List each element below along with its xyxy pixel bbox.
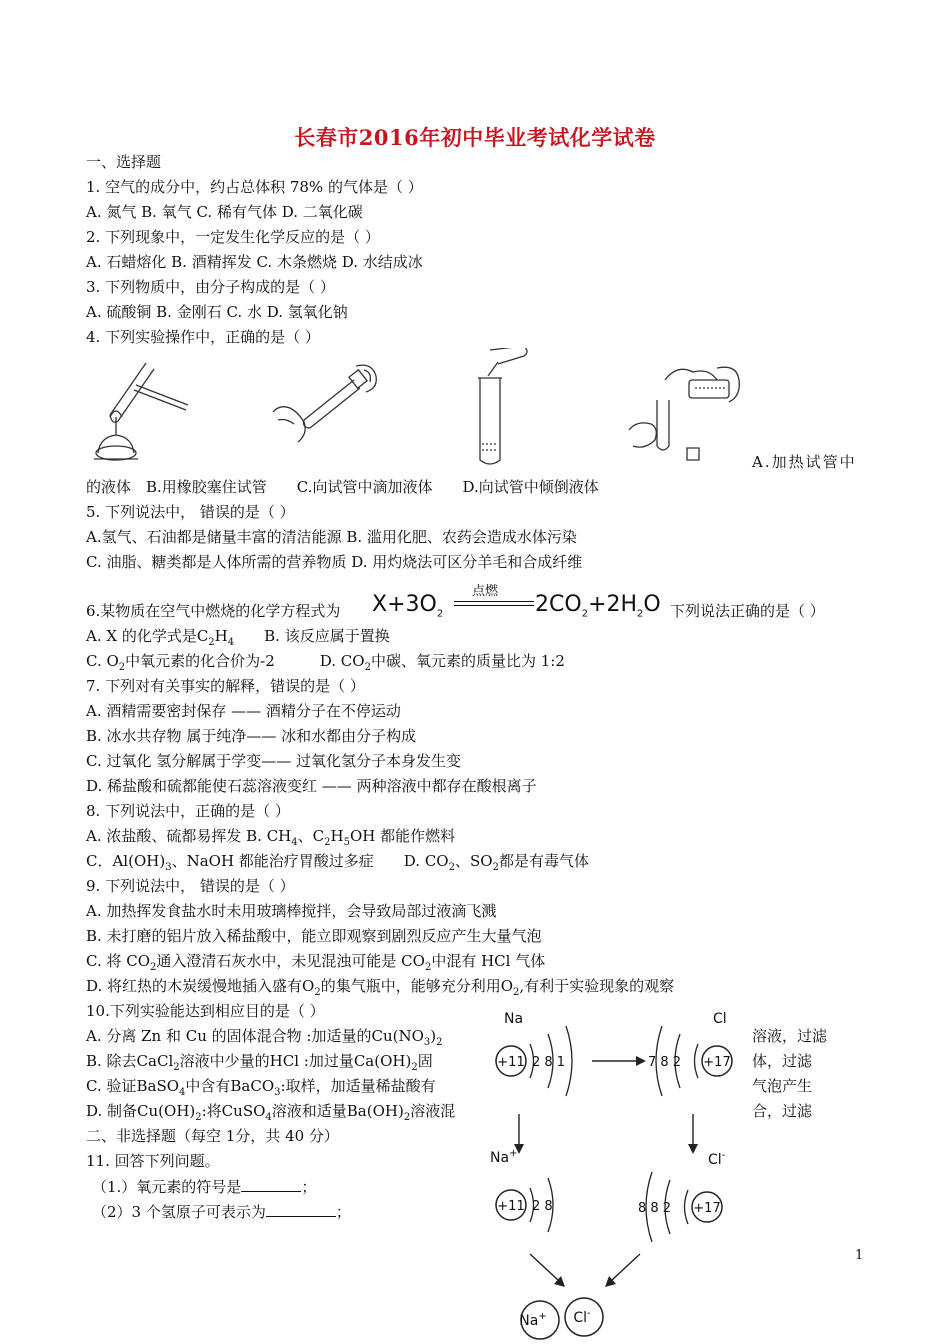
question-2: 2. 下列现象中，一定发生化学反应的是（ ） (86, 228, 380, 246)
cl-ion-shell-electrons: 8 8 2 (638, 1201, 672, 1216)
question-11-part-2: （2）3 个氢原子可表示为 ； (92, 1203, 351, 1221)
na-ion-shell-electrons: 2 8 (532, 1199, 553, 1214)
question-11-part-1: （1.）氧元素的符号是 ； (92, 1178, 317, 1196)
question-7: 7. 下列对有关事实的解释，错误的是（ ） (86, 677, 365, 695)
question-4-options: 的液体 B.用橡胶塞住试管 C.向试管中滴加液体 D.向试管中倾倒液体 (86, 478, 599, 496)
cl-shell-electrons: 7 8 2 (648, 1055, 682, 1070)
question-6-lead: 6.某物质在空气中燃烧的化学方程式为 (86, 602, 341, 620)
na-ion-label: Na+ (490, 1148, 518, 1166)
cl-core-label: +17 (703, 1055, 731, 1070)
heating-test-tube-figure (88, 355, 198, 470)
question-10-option-c-tail: 气泡产生 (752, 1077, 813, 1095)
question-1: 1. 空气的成分中，约占总体积 78% 的气体是（ ） (86, 178, 423, 196)
question-8-options-ab: A. 浓盐酸、硫都易挥发 B. $CH_4$、$C_2H_5OH$ 都能作燃料 (86, 827, 456, 848)
question-3-options: A. 硫酸铜 B. 金刚石 C. 水 D. 氢氧化钠 (86, 303, 348, 321)
dropper-figure (468, 348, 538, 470)
question-7-option-d: D. 稀盐酸和硫都能使石蕊溶液变红 —— 两种溶液中都存在酸根离子 (86, 777, 537, 795)
section-heading: 一、选择题 (86, 153, 162, 171)
cl-ion-product-label: Cl- (573, 1308, 591, 1326)
question-6-tail: 下列说法正确的是（ ） (670, 602, 825, 620)
na-ion-product-label: Na+ (519, 1311, 547, 1329)
question-9-option-c: C. 将 $CO_2$通入澄清石灰水中，未见混浊可能是 $CO_2$中混有 HCl 气体 (86, 952, 546, 973)
na-ion-core-label: +11 (497, 1199, 525, 1214)
question-6-options-ab: A. X 的化学式是$C_2H_4$ B. 该反应属于置换 (86, 627, 390, 648)
page-title: 长春市2016年初中毕业考试化学试卷 (294, 125, 656, 150)
question-10: 10.下列实验能达到相应目的是（ ） (86, 1002, 325, 1020)
question-5: 5. 下列说法中， 错误的是（ ） (86, 503, 295, 521)
cl-atom-label: Cl (713, 1011, 727, 1027)
question-9-option-b: B. 未打磨的铝片放入稀盐酸中，能立即观察到剧烈反应产生大量气泡 (86, 927, 542, 945)
question-4: 4. 下列实验操作中，正确的是（ ） (86, 328, 320, 346)
answer-blank[interactable] (241, 1176, 301, 1192)
question-1-options: A. 氮气 B. 氧气 C. 稀有气体 D. 二氧化碳 (86, 203, 363, 221)
question-10-option-d-tail: 合，过滤 (752, 1102, 813, 1120)
question-7-option-c: C. 过氧化 氢分解属于学变—— 过氧化氢分子本身发生变 (86, 752, 462, 770)
ion-formation-diagram (470, 1004, 760, 1340)
pouring-liquid-figure (625, 350, 745, 468)
question-9: 9. 下列说法中， 错误的是（ ） (86, 877, 295, 895)
na-shell-electrons: 2 8 1 (532, 1055, 566, 1070)
equation-equals (454, 601, 534, 606)
question-10-option-b: B. 除去CaCl$_2$溶液中少量的HCl :加过量$Ca(OH)_2$固 (86, 1052, 433, 1073)
question-4-option-a: A.加热试管中 (752, 453, 857, 471)
na-core-label: +11 (497, 1055, 525, 1070)
question-9-option-d: D. 将红热的木炭缓慢地插入盛有$O_2$的集气瓶中，能够充分利用$O_2$,有利于实验现象的观察 (86, 977, 675, 998)
question-2-options: A. 石蜡熔化 B. 酒精挥发 C. 木条燃烧 D. 水结成冰 (86, 253, 423, 271)
section-heading-2: 二、非选择题（每空 1分，共 40 分） (86, 1127, 339, 1145)
question-11: 11. 回答下列问题。 (86, 1152, 220, 1170)
question-5-options-cd: C. 油脂、糖类都是人体所需的营养物质 D. 用灼烧法可区分羊毛和合成纤维 (86, 553, 583, 571)
question-3: 3. 下列物质中，由分子构成的是（ ） (86, 278, 335, 296)
rubber-stopper-figure (268, 362, 383, 452)
question-10-option-c: C. 验证BaSO$_4$中含有BaCO$_3$:取样，加适量稀盐酸有 (86, 1077, 436, 1098)
question-7-option-b: B. 冰水共存物 属于纯净—— 冰和水都由分子构成 (86, 727, 417, 745)
equation-condition: 点燃 (472, 584, 499, 599)
question-10-option-a-tail: 溶液，过滤 (752, 1027, 828, 1045)
equation-right: $2CO_2+2H_2O$ (535, 592, 661, 620)
question-6-options-cd: C. $O_2$中氧元素的化合价为-2 D. $CO_2$中碳、氧元素的质量比为 1:2 (86, 652, 565, 673)
question-5-options-ab: A.氢气、石油都是储量丰富的清洁能源 B. 滥用化肥、农药会造成水体污染 (86, 528, 577, 546)
answer-blank[interactable] (266, 1201, 336, 1217)
question-7-option-a: A. 酒精需要密封保存 —— 酒精分子在不停运动 (86, 702, 401, 720)
question-10-option-a: A. 分离 Zn 和 Cu 的固体混合物 :加适量的$Cu(NO_3)_2$ (86, 1027, 443, 1048)
question-8-options-cd: C．$Al(OH)_3$、NaOH 都能治疗胃酸过多症 D. $CO_2$、$SO_2$都是有毒气体 (86, 852, 589, 873)
question-9-option-a: A. 加热挥发食盐水时未用玻璃棒搅拌，会导致局部过液滴飞溅 (86, 902, 497, 920)
combustion-equation (372, 586, 672, 626)
question-8: 8. 下列说法中，正确的是（ ） (86, 802, 290, 820)
question-10-option-d: D. 制备$Cu(OH)_2$:将CuSO$_4$溶液和适量$Ba(OH)_2$溶液混 (86, 1102, 456, 1123)
question-10-option-b-tail: 体，过滤 (752, 1052, 813, 1070)
cl-ion-core-label: +17 (693, 1201, 721, 1216)
page-number: 1 (855, 1248, 864, 1263)
down-arrow-cl (688, 1144, 698, 1154)
equation-left: $X+3O_2$ (372, 592, 444, 620)
na-atom-label: Na (504, 1011, 524, 1027)
cl-ion-label: Cl- (708, 1150, 726, 1168)
